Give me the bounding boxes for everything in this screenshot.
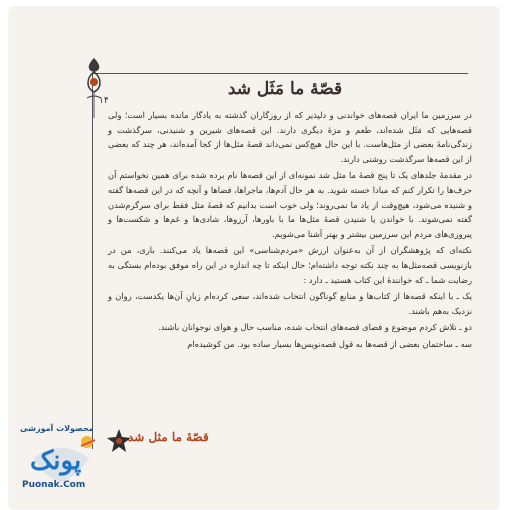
paragraph: در مقدمهٔ جلدهای یک تا پنج قصهٔ ما مثل شد نمونه‌ای از این قصه‌ها نام برده شده برای همین نخواستم آن حرف‌ها را تکرار کنم که مبادا خسته شوید. به هر حال آدم‌ها، ماجراها، فضاها و آنچه که در این قصه‌ها گفته و شنیده می‌شود، هیچ‌وقت از یاد ما نمی‌روند؛ ولی خوب است بدانیم که قصهٔ مثل فقط برای سرگرم‌شدن گفته نمی‌شوند. با خواندن یا شنیدن قصهٔ مثل‌ها ما با باورها، آرزوها، شادی‌ها و غم‌ها و شکست‌ها و پیروزی‌های مردم این سرزمین بیشتر و بهتر آشنا می‌شویم. [108,170,472,239]
body-text [108,108,472,354]
list-item: یک ـ با اینکه قصه‌ها از کتاب‌ها و منابع گوناگون انتخاب شده‌اند، سعی کرده‌ام زبانِ آن‌ها یکدست، روان و نزدیک به‌هم باشند. [108,291,472,316]
watermark-url: Puonak.Com [22,480,86,490]
list-item: دو ـ تلاش کردم موضوع و فضای قصه‌های انتخاب شده، مناسب حال و هوای نوجوانان باشند. [157,322,472,333]
paragraph: نکته‌ای که پژوهشگران از آن به‌عنوان ارزش «مردم‌شناسی» این قصه‌ها یاد می‌کنند. باری، من در بازنویسی قصه‌مثل‌ها به چند نکته توجه داشته‌ام؛ حال اینکه تا چه اندازه در این راه موفق بوده‌ام بستگی به رضایت شما ـ که خوانندهٔ این کتاب هستید ـ دارد : [108,245,472,285]
footer-book-title: قصّهٔ ما مثل شد [128,430,209,444]
frame-left-line [92,73,93,449]
list-item: سه ـ ساختمان بعضی از قصه‌ها به قول قصه‌نویس‌ها بسیار ساده بود. من کوشیده‌ام [187,338,472,349]
watermark-tagline: محصولات آموزشی [20,424,94,433]
top-ornament-icon [82,58,106,118]
paragraph: در سرزمین ما ایران قصه‌های خواندنی و دلپذیر که از روزگاران گذشته به یادگار مانده بسیار است؛ ولی قصه‌هایی که مَثَل شده‌اند، طعم و مزهٔ دیگری دارند. این قصه‌های شیرین و شنیدنی، سرگذشت و زندگی‌نامهٔ بعضی از مثل‌هاست. با این حال هیچ‌کس نمی‌داند قصهٔ مثل‌ها از کجا آمده‌اند، هر چند که بعضی از این قصه‌ها سرگذشت روشنی دارند. [108,110,472,164]
watermark-brand: پونک [30,446,82,476]
page-number: ۱۴ [99,96,109,106]
frame-top-line [92,73,468,74]
page-title: قصّهٔ ما مَثَل شد [227,79,343,99]
